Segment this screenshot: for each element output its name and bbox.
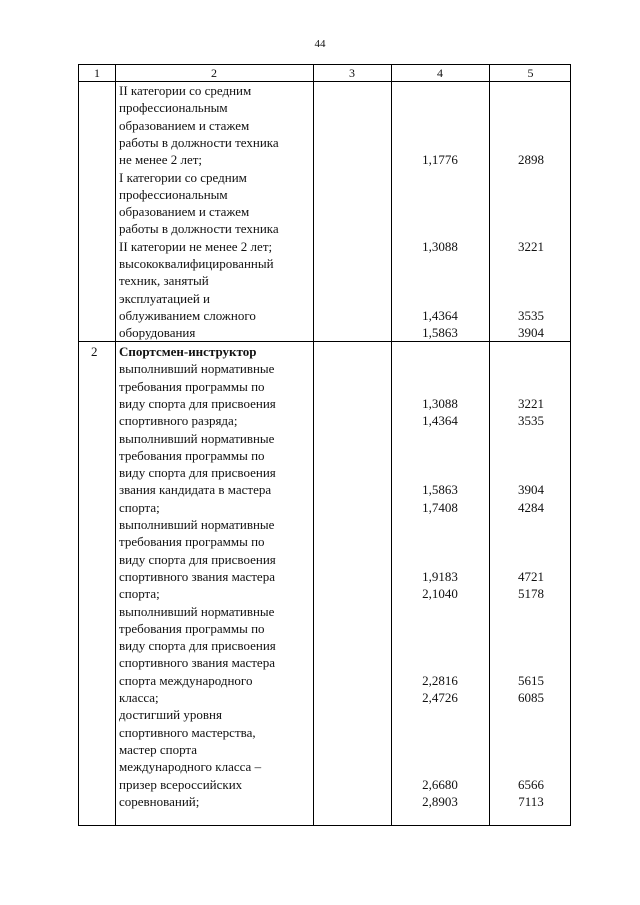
row2-desc-line: спортивного мастерства,: [119, 724, 256, 740]
row1-desc-line: I категории со средним: [119, 169, 247, 185]
row1-desc-line: техник, занятый: [119, 273, 209, 289]
row1-desc-line: работы в должности техника: [119, 221, 279, 237]
salary-value: 5615: [518, 672, 544, 688]
row2-desc-line: спортивного разряда;: [119, 413, 238, 429]
row2-desc-line: спорта;: [119, 499, 160, 515]
header-cell: 3: [349, 66, 355, 80]
page-number: 44: [314, 38, 326, 50]
row2-desc-line: выполнивший нормативные: [119, 361, 275, 377]
coefficient-value: 1,5863: [422, 482, 458, 498]
row2-desc-line: выполнивший нормативные: [119, 517, 275, 532]
coefficient-value: 2,8903: [422, 793, 458, 809]
col-separator: [115, 65, 116, 825]
salary-value: 3221: [518, 395, 544, 411]
coefficient-value: 1,7408: [422, 499, 458, 515]
row1-desc-line: образованием и стажем: [119, 204, 250, 220]
salary-value: 3221: [518, 238, 544, 254]
row1-desc-line: профессиональным: [119, 100, 228, 116]
row2-desc-line: класса;: [119, 690, 159, 705]
coefficient-value: 2,6680: [422, 776, 458, 792]
row1-desc-line: работы в должности техника: [119, 134, 279, 150]
salary-value: 5178: [518, 586, 544, 602]
salary-value: 3904: [518, 482, 544, 498]
row1-desc-line: эксплуатацией и: [119, 290, 211, 306]
position-title: Спортсмен-инструктор: [119, 344, 257, 359]
row2-desc-line: достигший уровня: [119, 707, 222, 723]
row2-desc-line: выполнивший нормативные: [119, 430, 275, 446]
header-cell: 4: [437, 66, 443, 80]
row-number: 2: [91, 344, 98, 359]
row2-desc-line: мастер спорта: [119, 741, 198, 757]
row2-desc-line: виду спорта для присвоения: [119, 551, 276, 567]
row2-desc-line: виду спорта для присвоения: [119, 638, 276, 654]
col-separator: [391, 65, 392, 825]
header-cell: 5: [527, 66, 534, 80]
coefficient-value: 1,9183: [422, 568, 458, 584]
row2-desc-line: спорта международного: [119, 672, 253, 688]
salary-value: 3535: [518, 307, 544, 323]
header-cell: 1: [94, 66, 100, 80]
row2-desc-line: соревнований;: [119, 793, 200, 809]
row2-desc-line: спортивного звания мастера: [119, 568, 275, 584]
coefficient-value: 1,1776: [422, 152, 458, 168]
row1-desc-line: не менее 2 лет;: [119, 152, 203, 168]
row1-desc-line: II категории не менее 2 лет;: [119, 238, 273, 254]
row2-desc-line: требования программы по: [119, 534, 265, 550]
row2-desc-line: призер всероссийских: [119, 776, 243, 792]
row2-desc-line: выполнивший нормативные: [119, 603, 275, 619]
salary-table: [78, 64, 571, 826]
salary-value: 7113: [518, 793, 544, 809]
row2-desc-line: виду спорта для присвоения: [119, 465, 276, 481]
coefficient-value: 2,2816: [422, 672, 458, 688]
row2-desc-line: виду спорта для присвоения: [119, 395, 276, 411]
row1-desc-line: облуживанием сложного: [119, 307, 256, 323]
salary-value: 4721: [518, 568, 544, 584]
coefficient-value: 2,4726: [422, 690, 458, 705]
row2-desc-line: спортивного звания мастера: [119, 655, 275, 671]
coefficient-value: 1,3088: [422, 395, 458, 411]
coefficient-value: 1,5863: [422, 325, 458, 341]
row1-desc-line: профессиональным: [119, 186, 228, 202]
salary-value: 6085: [518, 690, 544, 705]
coefficient-value: 1,3088: [422, 238, 458, 254]
col-separator: [489, 65, 490, 825]
row2-desc-line: требования программы по: [119, 620, 265, 636]
row2-desc-line: требования программы по: [119, 447, 265, 463]
row2-desc-line: международного класса –: [119, 759, 262, 775]
row2-desc-line: спорта;: [119, 586, 160, 602]
row1-desc-line: образованием и стажем: [119, 117, 250, 133]
coefficient-value: 1,4364: [422, 307, 458, 323]
row1-desc-line: оборудования: [119, 325, 196, 341]
salary-value: 2898: [518, 152, 544, 168]
row2-desc-line: требования программы по: [119, 378, 265, 394]
coefficient-value: 2,1040: [422, 586, 458, 602]
header-cell: 2: [211, 66, 217, 80]
row1-desc-line: высококвалифицированный: [119, 256, 274, 271]
salary-value: 6566: [518, 776, 544, 792]
salary-value: 3535: [518, 413, 544, 429]
salary-value: 3904: [518, 325, 544, 341]
coefficient-value: 1,4364: [422, 413, 458, 429]
row2-desc-line: звания кандидата в мастера: [119, 482, 272, 498]
row1-desc-line: II категории со средним: [119, 83, 252, 98]
col-separator: [313, 65, 314, 825]
salary-value: 4284: [518, 499, 544, 515]
